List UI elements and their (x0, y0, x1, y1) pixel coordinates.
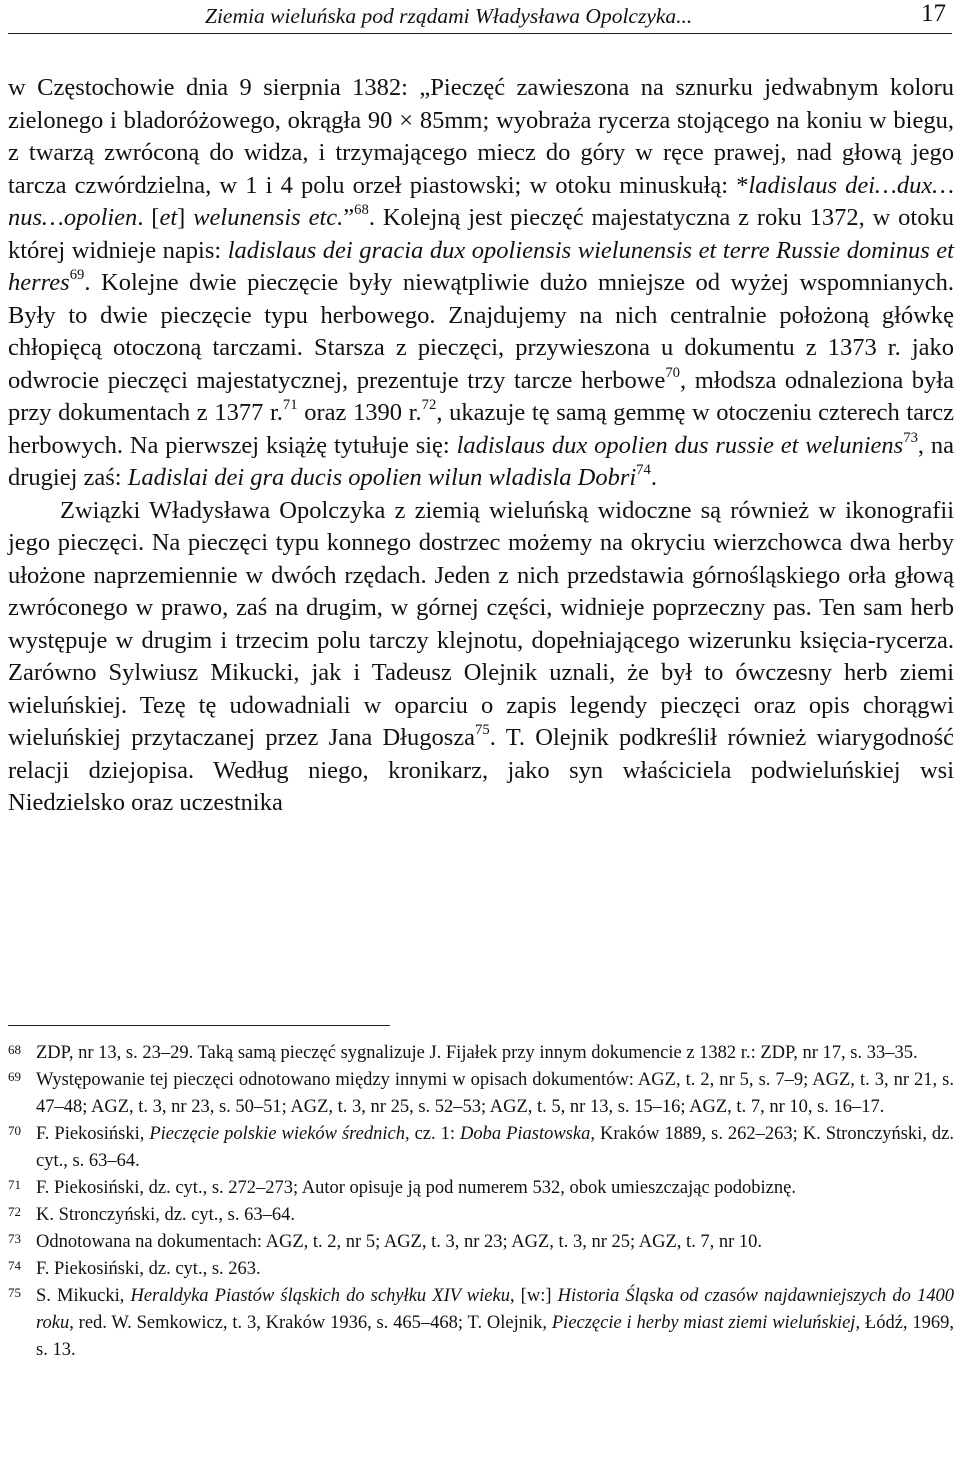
footnote-71: 71 F. Piekosiński, dz. cyt., s. 272–273; Autor opisuje ją pod numerem 532, obok umieszczając podobiznę. (8, 1175, 954, 1202)
footnote-72: 72 K. Stronczyński, dz. cyt., s. 63–64. (8, 1202, 954, 1229)
footnote-ref-71: 71 (282, 396, 298, 413)
page-number: 17 (921, 0, 946, 27)
main-text (8, 72, 954, 820)
footnote-ref-72: 72 (421, 396, 437, 413)
footnote-ref-69: 69 (69, 266, 85, 283)
footnote-number: 73 (8, 1231, 21, 1246)
footnote-68: 68 ZDP, nr 13, s. 23–29. Taką samą pieczęć sygnalizuje J. Fijałek przy innym dokumencie z 1382 r.: ZDP, nr 17, s. 33–35. (8, 1040, 954, 1067)
seal-legend: ladislaus dei gracia dux opoliensis wielunensis et terre Russie dominus et herres (8, 236, 954, 296)
seal-legend: Ladislai dei gra ducis opolien wilun wladisla Dobri (127, 464, 637, 491)
footnote-70: 70 F. Piekosiński, Pieczęcie polskie wieków średnich, cz. 1: Doba Piastowska, Kraków 1889, s. 262–263; K. Stronczyński, dz. cyt., s. 63–64. (8, 1121, 954, 1175)
seal-legend: welunensis etc. (193, 204, 344, 231)
page-header (8, 0, 952, 34)
footnote-74: 74 F. Piekosiński, dz. cyt., s. 263. (8, 1256, 954, 1283)
running-title: Ziemia wieluńska pod rządami Władysława Opolczyka... (205, 4, 693, 28)
footnote-ref-74: 74 (636, 461, 651, 478)
seal-legend: ladislaus dei…dux…nus…opolien (8, 171, 954, 231)
paragraph-1: w Częstochowie dnia 9 sierpnia 1382: „Pieczęć zawieszona na sznurku jedwabnym koloru zielonego i bladoróżowego, okrągła 90 × 85mm; wyobraża rycerza stojącego na koniu w biegu, z twarzą zwróconą do widza, i trzymającego miecz do góry w ręce prawej, nad głową jego tarcza czwórdzielna, w 1 i 4 polu orzeł piastowski; w otoku minuskułą: *ladislaus dei…dux…nus…opolien. [et] welunensis etc.”$^{68}$. Kolejną jest pieczęć majestatyczna z roku 1372, w otoku której widnieje napis: ladislaus dei gracia dux opoliensis wielunensis et terre Russie dominus et herres$^{69}$. Kolejne dwie pieczęcie były niewątpliwie dużo mniejsze od wyżej wspomnianych. Były to dwie pieczęcie typu herbowego. Znajdujemy na nich centralnie położoną główkę chłopięcą otoczoną tarczami. Starsza z pieczęci, przywieszona u dokumentu z 1373 r. jako odwrocie pieczęci majestatycznej, prezentuje trzy tarcze herbowe$^{70}$, młodsza odnaleziona była przy dokumentach z 1377 r.$^{71}$ oraz 1390 r.$^{72}$, ukazuje tę samą gemmę w otoczeniu czterech tarcz herbowych. Na pierwszej książę tytułuje się: ladislaus dux opolien dus russie et weluniens$^{73}$, na drugiej zaś: Ladislai dei gra ducis opolien wilun wladisla Dobri$^{74}$. (8, 74, 955, 491)
footnote-75: 75 S. Mikucki, Heraldyka Piastów śląskich do schyłku XIV wieku, [w:] Historia Śląska od czasów najdawniejszych do 1400 roku, red. W. Semkowicz, t. 3, Kraków 1936, s. 465–468; T. Olejnik, Pieczęcie i herby miast ziemi wieluńskiej, Łódź, 1969, s. 13. (8, 1283, 954, 1364)
footnote-number: 75 (8, 1285, 21, 1300)
seal-legend: ladislaus dux opolien dus russie et weluniens (456, 431, 904, 459)
footnote-ref-75: 75 (475, 721, 490, 738)
footnote-number: 68 (8, 1042, 21, 1057)
footnote-number: 70 (8, 1123, 21, 1138)
footnotes (8, 1040, 954, 1364)
footnote-ref-68: 68 (354, 201, 369, 218)
footnote-number: 74 (8, 1258, 21, 1273)
paragraph-2: Związki Władysława Opolczyka z ziemią wieluńską widoczne są również w ikonografii jego pieczęci. Na pieczęci typu konnego dostrzec możemy na okryciu wierzchowca dwa herby ułożone naprzemiennie w dwóch rzędach. Jeden z nich przedstawia górnośląskiego orła głową zwróconego w prawo, zaś na drugim, w górnej części, widnieje poprzeczny pas. Ten sam herb występuje w drugim i trzecim polu tarczy klejnotu, dopełniającego wizerunku księcia-rycerza. Zarówno Sylwiusz Mikucki, jak i Tadeusz Olejnik uznali, że był to ówczesny herb ziemi wieluńskiej. Tezę tę udowadniali w oparciu o zapis legendy pieczęci oraz opis chorągwi wieluńskiej przytaczanej przez Jana Długosza$^{75}$. T. Olejnik podkreślił również wiarygodność relacji dziejopisa. Według niego, kronikarz, jako syn właściciela podwieluńskiej wsi Niedzielsko oraz uczestnika (8, 496, 955, 816)
footnote-69: 69 Występowanie tej pieczęci odnotowano między innymi w opisach dokumentów: AGZ, t. 2, nr 5, s. 7–9; AGZ, t. 3, nr 21, s. 47–48; AGZ, t. 3, nr 23, s. 50–51; AGZ, t. 3, nr 25, s. 52–53; AGZ, t. 5, nr 13, s. 15–16; AGZ, t. 7, nr 10, s. 16–17. (8, 1067, 954, 1121)
footnote-ref-73: 73 (903, 429, 918, 446)
footnote-number: 71 (8, 1177, 21, 1192)
footnote-number: 72 (8, 1204, 21, 1219)
footnote-number: 69 (8, 1069, 21, 1084)
footnote-73: 73 Odnotowana na dokumentach: AGZ, t. 2, nr 5; AGZ, t. 3, nr 23; AGZ, t. 3, nr 25; AGZ, t. 7, nr 10. (8, 1229, 954, 1256)
footnote-separator (8, 1025, 390, 1026)
footnote-ref-70: 70 (665, 364, 681, 381)
